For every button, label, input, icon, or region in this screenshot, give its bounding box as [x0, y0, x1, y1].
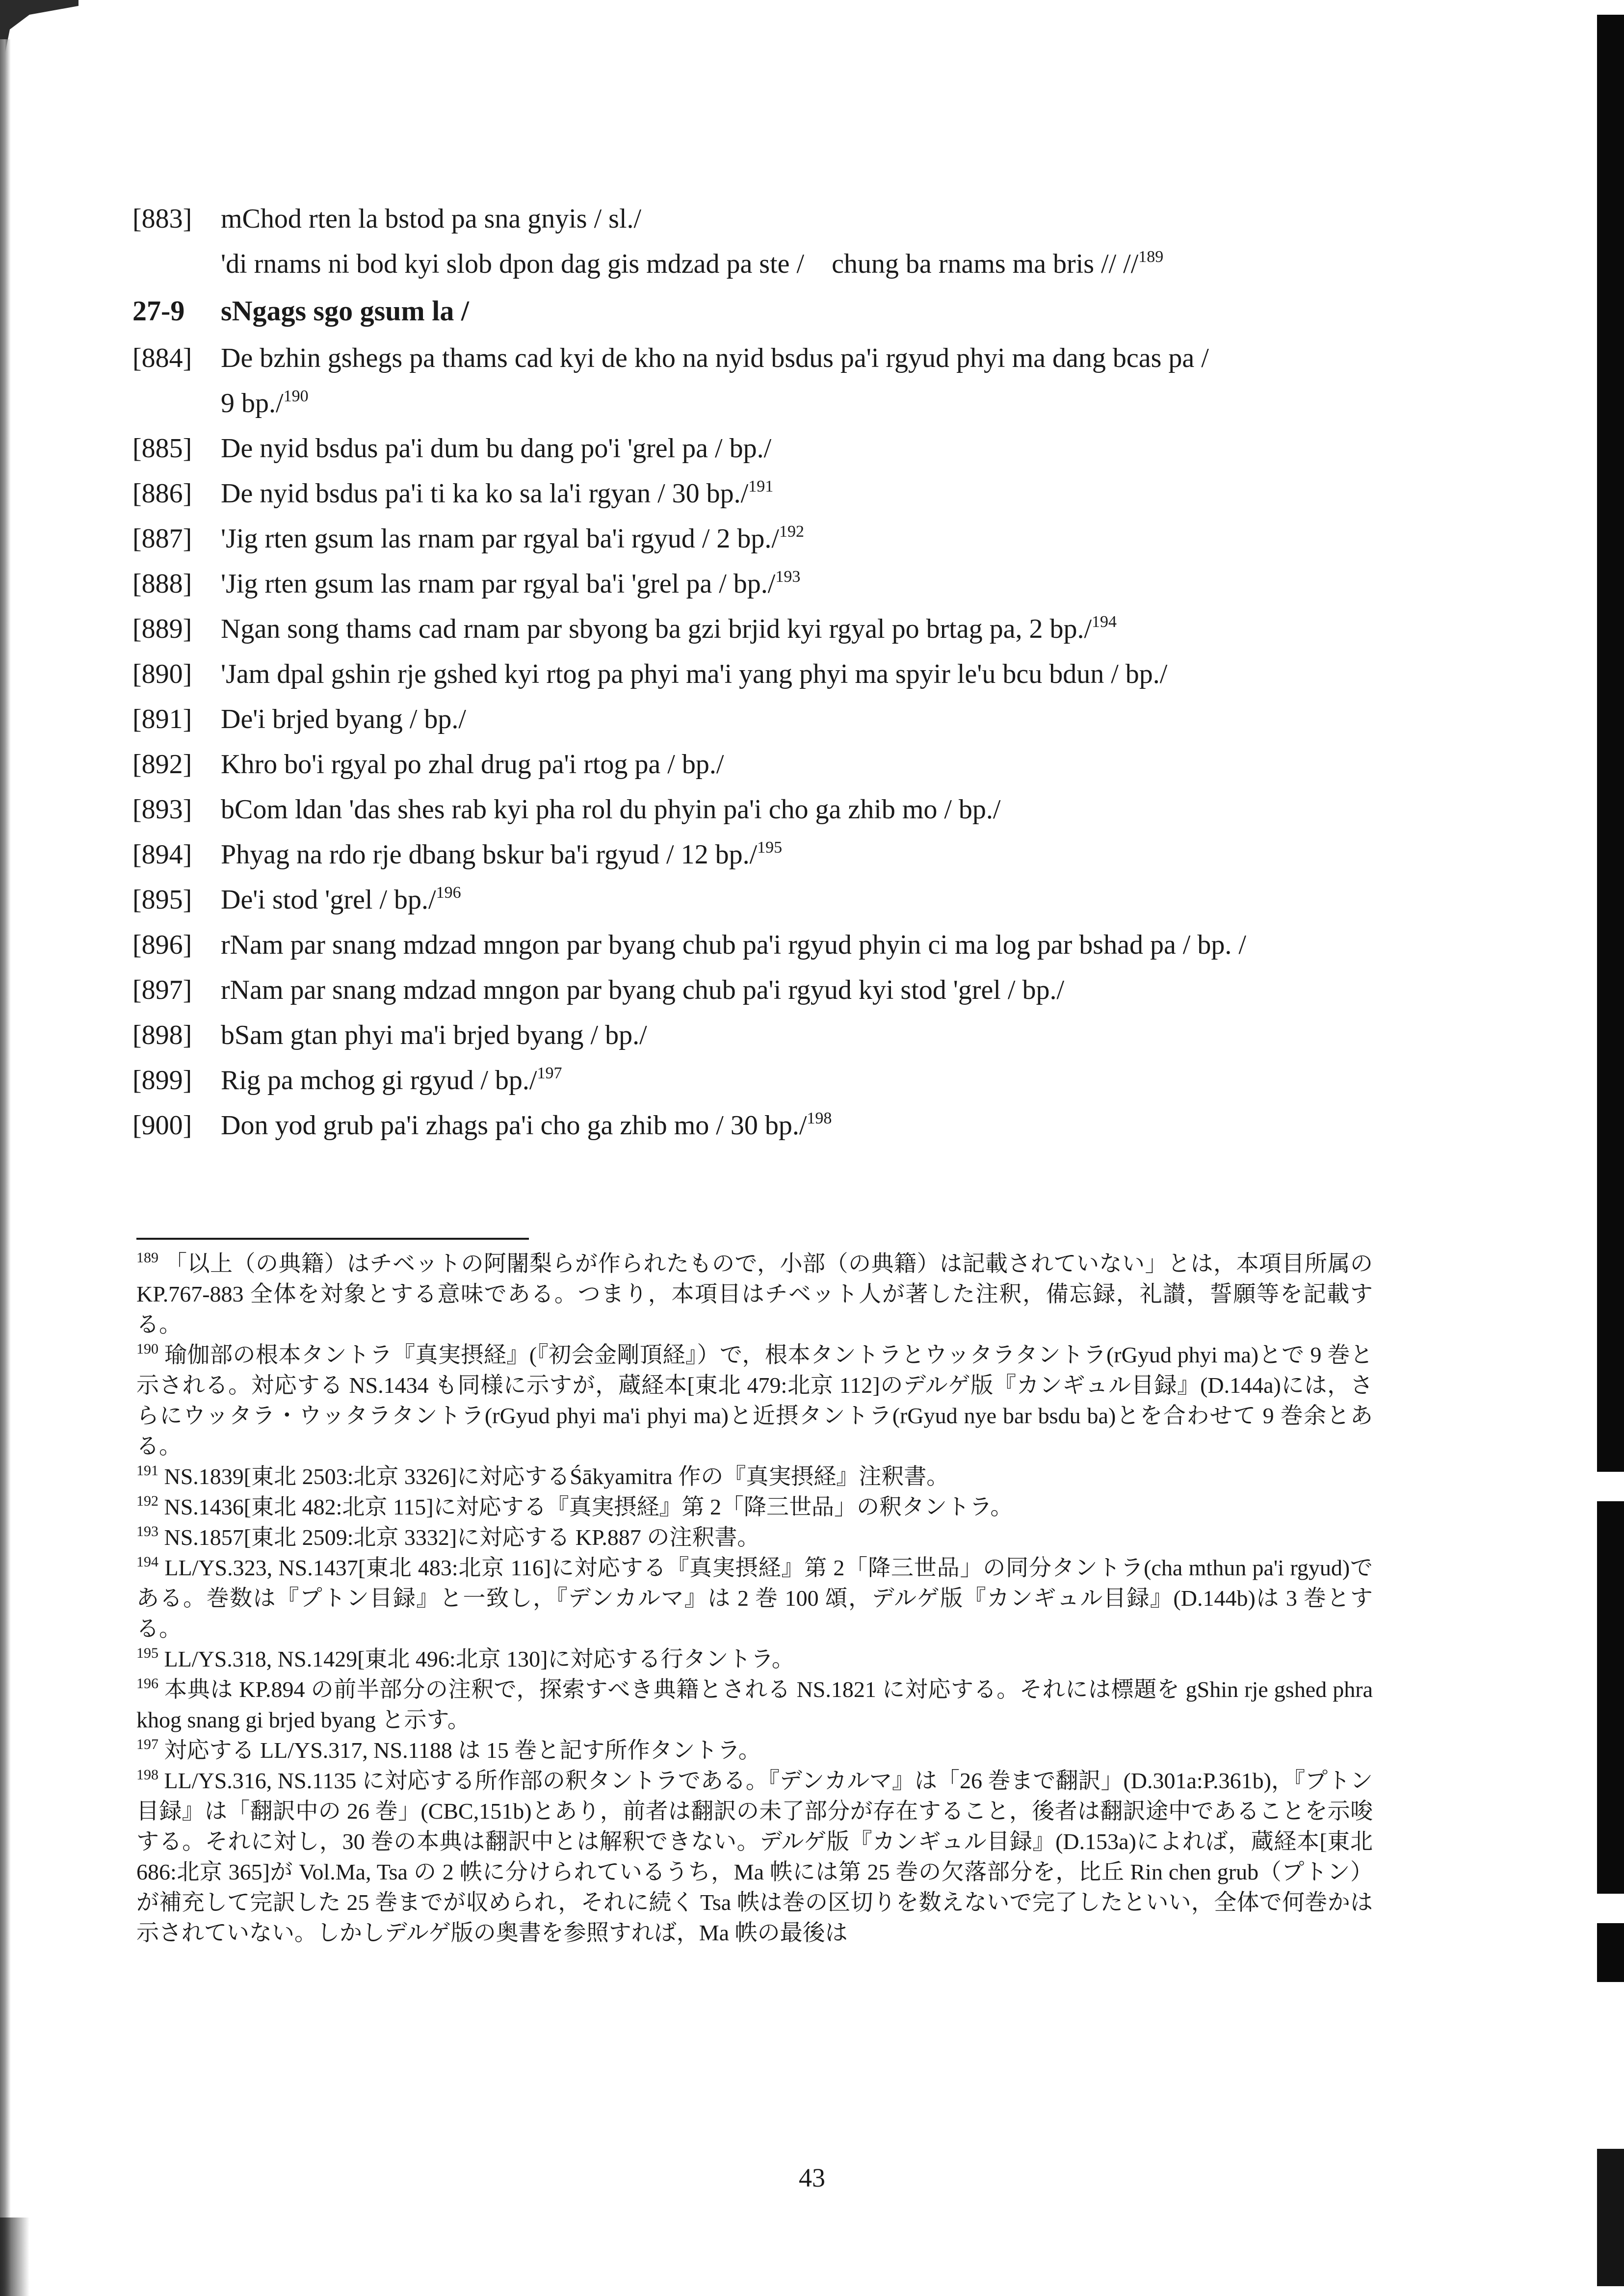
catalog-entry: [132, 787, 1369, 832]
entry-title-text: De'i brjed byang / bp./: [221, 704, 466, 734]
entry-title: [221, 471, 1369, 516]
footnote-number: 197: [136, 1736, 158, 1752]
footnote-ref: 194: [1092, 613, 1117, 631]
catalog-entry: [132, 877, 1369, 922]
entry-title-text: Khro bo'i rgyal po zhal drug pa'i rtog pa / bp./: [221, 749, 724, 780]
entry-number: [884]: [132, 343, 192, 373]
catalog-entries: [132, 196, 1369, 1148]
catalog-entry: [132, 652, 1369, 697]
footnote: [136, 1522, 1373, 1553]
footnote-ref: 192: [779, 522, 804, 541]
page-number: 43: [799, 2163, 825, 2192]
entry-continuation-text: 9 bp./: [221, 388, 284, 418]
catalog-entry: [132, 832, 1369, 877]
footnote: [136, 1735, 1373, 1766]
entry-title: [221, 967, 1369, 1013]
catalog-entry: [132, 1013, 1369, 1058]
scan-corner-mark: [0, 0, 79, 54]
entry-title-text: bSam gtan phyi ma'i brjed byang / bp./: [221, 1020, 647, 1050]
entry-title: [221, 336, 1369, 381]
entry-title-text: 'Jam dpal gshin rje gshed kyi rtog pa phyi ma'i yang phyi ma spyir le'u bcu bdun / bp./: [221, 659, 1168, 689]
footnote: [136, 1249, 1373, 1340]
entry-title-text: De nyid bsdus pa'i ti ka ko sa la'i rgyan / 30 bp./: [221, 478, 749, 509]
entry-continuation: [221, 241, 1369, 287]
footnote: [136, 1340, 1373, 1461]
scan-bottom-left-shadow: [0, 2218, 29, 2296]
entry-number: [900]: [132, 1110, 192, 1141]
catalog-entry: [132, 471, 1369, 516]
entry-number: [896]: [132, 930, 192, 960]
entry-title-text: De bzhin gshegs pa thams cad kyi de kho na nyid bsdus pa'i rgyud phyi ma dang bcas pa /: [221, 343, 1209, 373]
footnote-text: LL/YS.318, NS.1429[東北 496:北京 130]に対応する行タントラ。: [164, 1646, 794, 1671]
entry-number: [886]: [132, 478, 192, 509]
entry-title: [221, 742, 1369, 787]
entry-title: mChod rten la bstod pa sna gnyis / sl./: [221, 204, 642, 234]
footnote-number: 193: [136, 1523, 158, 1539]
entry-number: [893]: [132, 794, 192, 825]
section-title: sNgags sgo gsum la /: [221, 295, 469, 327]
catalog-entry: [132, 967, 1369, 1013]
footnote-number: 194: [136, 1554, 158, 1570]
footnote-number: 196: [136, 1675, 158, 1692]
scan-right-edge-bar: [1597, 1923, 1624, 1982]
footnote-rule: [136, 1238, 529, 1240]
entry-title-text: De'i stod 'grel / bp./: [221, 885, 436, 915]
scan-left-edge-shadow: [0, 39, 11, 2296]
footnote-ref: 198: [807, 1109, 832, 1127]
entry-title: [221, 832, 1369, 877]
footnote: [136, 1553, 1373, 1644]
footnote: [136, 1461, 1373, 1492]
entry-number: [889]: [132, 614, 192, 644]
entry-title-text: bCom ldan 'das shes rab kyi pha rol du phyin pa'i cho ga zhib mo / bp./: [221, 794, 1001, 825]
entry-title: [221, 1103, 1369, 1148]
scan-right-edge-bar: [1597, 1501, 1624, 1894]
footnote-number: 195: [136, 1645, 158, 1661]
catalog-entry: [132, 922, 1369, 967]
entry-title: [221, 922, 1369, 967]
footnote-ref: 189: [1138, 248, 1164, 266]
footnote: [136, 1766, 1373, 1948]
footnote-ref: 193: [775, 568, 801, 586]
footnote-text: 瑜伽部の根本タントラ『真実摂経』(『初会金剛頂経』）で，根本タントラとウッタラタントラ(rGyud phyi ma)とで 9 巻と示される。対応する NS.1434 も同様に示すが，蔵経本[東北 479:北京 112]のデルゲ版『カンギュル目録』(D.144a)には，さらにウッタラ・ウッタラタントラ(rGyud phyi ma'i phyi ma)と近摂タントラ(rGyud nye bar bsdu ba)とを合わせて 9 巻余とある。: [136, 1342, 1373, 1459]
scan-right-edge-bar: [1597, 15, 1624, 1472]
footnote-text: NS.1436[東北 482:北京 115]に対応する『真実摂経』第 2「降三世品」の釈タントラ。: [164, 1494, 1013, 1519]
entry-number: [892]: [132, 749, 192, 780]
entry-number: [890]: [132, 659, 192, 689]
entry-title: [221, 426, 1369, 471]
catalog-entry: [132, 742, 1369, 787]
entry-title: [221, 877, 1369, 922]
entry-title-text: De nyid bsdus pa'i dum bu dang po'i 'grel pa / bp./: [221, 433, 772, 464]
footnote: [136, 1644, 1373, 1674]
footnote-ref: 196: [436, 884, 461, 902]
entry-number: [899]: [132, 1065, 192, 1096]
catalog-entry: [132, 426, 1369, 471]
entry-title-text: rNam par snang mdzad mngon par byang chub pa'i rgyud kyi stod 'grel / bp./: [221, 975, 1065, 1005]
catalog-entry: [132, 1058, 1369, 1103]
footnote-number: 198: [136, 1767, 158, 1783]
footnote-text: NS.1839[東北 2503:北京 3326]に対応するŚākyamitra 作の『真実摂経』注釈書。: [164, 1464, 949, 1489]
entry-title-text: rNam par snang mdzad mngon par byang chub pa'i rgyud phyin ci ma log par bshad pa / bp. /: [221, 930, 1246, 960]
footnote-text: LL/YS.323, NS.1437[東北 483:北京 116]に対応する『真実摂経』第 2「降三世品」の同分タントラ(cha mthun pa'i rgyud)である。巻数は『プトン目録』と一致し，『デンカルマ』は 2 巻 100 頌，デルゲ版『カンギュル目録』(D.144b)は 3 巻とする。: [136, 1555, 1373, 1641]
entry-title: [221, 561, 1369, 606]
entry-list: [132, 336, 1369, 1148]
footnote-text: 対応する LL/YS.317, NS.1188 は 15 巻と記す所作タントラ。: [164, 1738, 761, 1763]
entry-title: [221, 1058, 1369, 1103]
footnote-text: 本典は KP.894 の前半部分の注釈で，探索すべき典籍とされる NS.1821 に対応する。それには標題を gShin rje gshed phra khog snang gi brjed byang と示す。: [136, 1677, 1373, 1732]
entry-title-text: 'Jig rten gsum las rnam par rgyal ba'i 'grel pa / bp./: [221, 569, 776, 599]
entry-number: [887]: [132, 523, 192, 554]
entry-number: [888]: [132, 569, 192, 599]
entry-title-text: Don yod grub pa'i zhags pa'i cho ga zhib mo / 30 bp./: [221, 1110, 807, 1141]
section-heading: [132, 287, 1369, 336]
entry-number: [894]: [132, 839, 192, 870]
entry-title: [221, 652, 1369, 697]
footnote-ref: 191: [748, 477, 774, 496]
entry-title-text: Rig pa mchog gi rgyud / bp./: [221, 1065, 537, 1096]
footnote-number: 189: [136, 1250, 158, 1266]
catalog-entry: [132, 516, 1369, 561]
entry-number: [898]: [132, 1020, 192, 1050]
catalog-entry: [132, 697, 1369, 742]
entry-number: [883]: [132, 204, 192, 234]
entry-title: [221, 1013, 1369, 1058]
footnote-ref: 195: [757, 838, 783, 857]
entry-number: [891]: [132, 704, 192, 734]
footnote-text: 「以上（の典籍）はチベットの阿闍梨らが作られたもので，小部（の典籍）は記載されていない」とは，本項目所属の KP.767-883 全体を対象とする意味である。つまり，本項目はチベット人が著した注釈，備忘録，礼讃，誓願等を記載する。: [136, 1251, 1373, 1337]
entry-title: [221, 516, 1369, 561]
footnote-number: 191: [136, 1462, 158, 1479]
footnote-number: 192: [136, 1493, 158, 1509]
entry-title-text: Phyag na rdo rje dbang bskur ba'i rgyud / 12 bp./: [221, 839, 758, 870]
footnote-ref: 190: [283, 387, 309, 405]
footnote: [136, 1674, 1373, 1735]
entry-number: [885]: [132, 433, 192, 464]
footnote: [136, 1492, 1373, 1522]
footnote-text: NS.1857[東北 2509:北京 3332]に対応する KP.887 の注釈書。: [164, 1525, 760, 1550]
catalog-entry: [132, 1103, 1369, 1148]
footnote-number: 190: [136, 1341, 158, 1357]
catalog-entry: [132, 196, 1369, 287]
footnote-text: LL/YS.316, NS.1135 に対応する所作部の釈タントラである。『デンカルマ』は「26 巻まで翻訳」(D.301a:P.361b)，『プトン目録』は「翻訳中の 26 巻」(CBC,151b)とあり，前者は翻訳の未了部分が存在すること，後者は翻訳途中であることを示唆する。それに対し，30 巻の本典は翻訳中とは解釈できない。デルゲ版『カンギュル目録』(D.153a)によれば，蔵経本[東北 686:北京 365]が Vol.Ma, Tsa の 2 帙に分けられているうち，Ma 帙には第 25 巻の欠落部分を，比丘 Rin chen grub（プトン）が補充して完訳した 25 巻までが収められ，それに続く Tsa 帙は巻の区切りを数えないで完了したといい，全体で何巻かは示されていない。しかしデルゲ版の奥書を参照すれば，Ma 帙の最後は: [136, 1768, 1373, 1945]
catalog-entry: [132, 606, 1369, 652]
entry-continuation: [221, 381, 1369, 426]
entry-continuation-text: 'di rnams ni bod kyi slob dpon dag gis mdzad pa ste / chung ba rnams ma bris // //: [221, 249, 1139, 279]
entry-title: [221, 697, 1369, 742]
catalog-entry: [132, 561, 1369, 606]
entry-title: [221, 787, 1369, 832]
entry-number: [895]: [132, 885, 192, 915]
catalog-entry: [132, 336, 1369, 426]
entry-title-text: 'Jig rten gsum las rnam par rgyal ba'i rgyud / 2 bp./: [221, 523, 779, 554]
section-number: 27-9: [132, 295, 185, 327]
footnote-ref: 197: [537, 1064, 562, 1082]
entry-number: [897]: [132, 975, 192, 1005]
entry-title: [221, 606, 1369, 652]
entry-title-text: Ngan song thams cad rnam par sbyong ba gzi brjid kyi rgyal po brtag pa, 2 bp./: [221, 614, 1092, 644]
footnotes: [136, 1249, 1373, 1948]
